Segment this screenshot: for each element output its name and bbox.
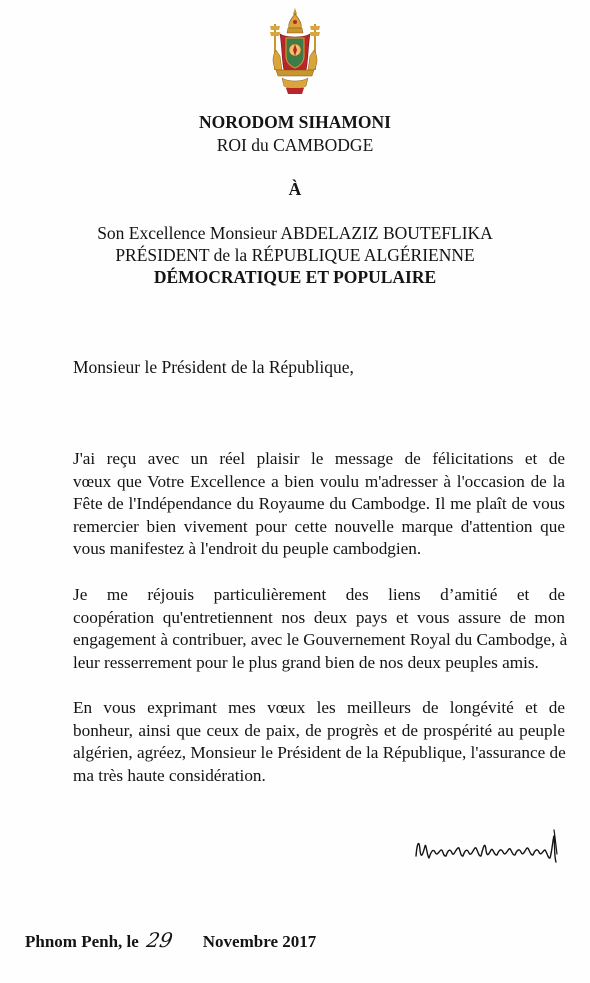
dateline-month-year: Novembre 2017 [202, 932, 317, 951]
recipient-line-3: DÉMOCRATIQUE ET POPULAIRE [153, 267, 437, 287]
paragraph-1 [73, 448, 565, 561]
paragraph-line: ma très haute considération. [73, 765, 266, 785]
paragraph-line: bonheur, ainsi que ceux de paix, de progrès et de prospérité au peuple [73, 720, 565, 740]
paragraph-3 [73, 697, 565, 787]
paragraph-2 [73, 584, 568, 674]
sender-title: ROI du CAMBODGE [216, 135, 374, 155]
paragraph-line: vous manifestez à l'endroit du peuple cambodgien. [73, 539, 422, 558]
recipient-line-2: PRÉSIDENT de la RÉPUBLIQUE ALGÉRIENNE [115, 245, 475, 265]
dateline-day: 29 [144, 928, 175, 952]
salutation: Monsieur le Président de la République, [73, 357, 354, 377]
paragraph-line: leur resserrement pour le plus grand bien de nos deux peuples amis. [73, 652, 539, 672]
paragraph-line: Fête de l'Indépendance du Royaume du Cambodge. Il me plaît de vous [73, 494, 565, 513]
paragraph-line: coopération qu'entretiennent nos deux pays et vous assure de mon [73, 607, 565, 627]
paragraph-line: vœux que Votre Excellence a bien voulu m'adresser à l'occasion de la [73, 471, 565, 491]
paragraph-line: engagement à contribuer, avec le Gouvernement Royal du Cambodge, à [73, 630, 568, 649]
royal-arms-emblem-icon [264, 6, 326, 96]
paragraph-line: algérien, agréez, Monsieur le Président de la République, l'assurance de [73, 743, 566, 762]
paragraph-line: Je me réjouis particulièrement des liens d’amitié et de [73, 585, 565, 604]
paragraph-line: En vous exprimant mes vœux les meilleurs de longévité et de [73, 698, 565, 717]
recipient-line-1: Son Excellence Monsieur ABDELAZIZ BOUTEFLIKA [97, 223, 493, 243]
dateline-place: Phnom Penh, le [25, 932, 139, 951]
addressed-to: À [288, 179, 302, 199]
dateline [25, 928, 316, 952]
sender-name: NORODOM SIHAMONI [198, 112, 391, 132]
signature-icon [412, 826, 564, 872]
paragraph-line: J'ai reçu avec un réel plaisir le message de félicitations et de [73, 449, 565, 468]
paragraph-line: remercier bien vivement pour cette nouvelle marque d'attention que [73, 516, 565, 536]
